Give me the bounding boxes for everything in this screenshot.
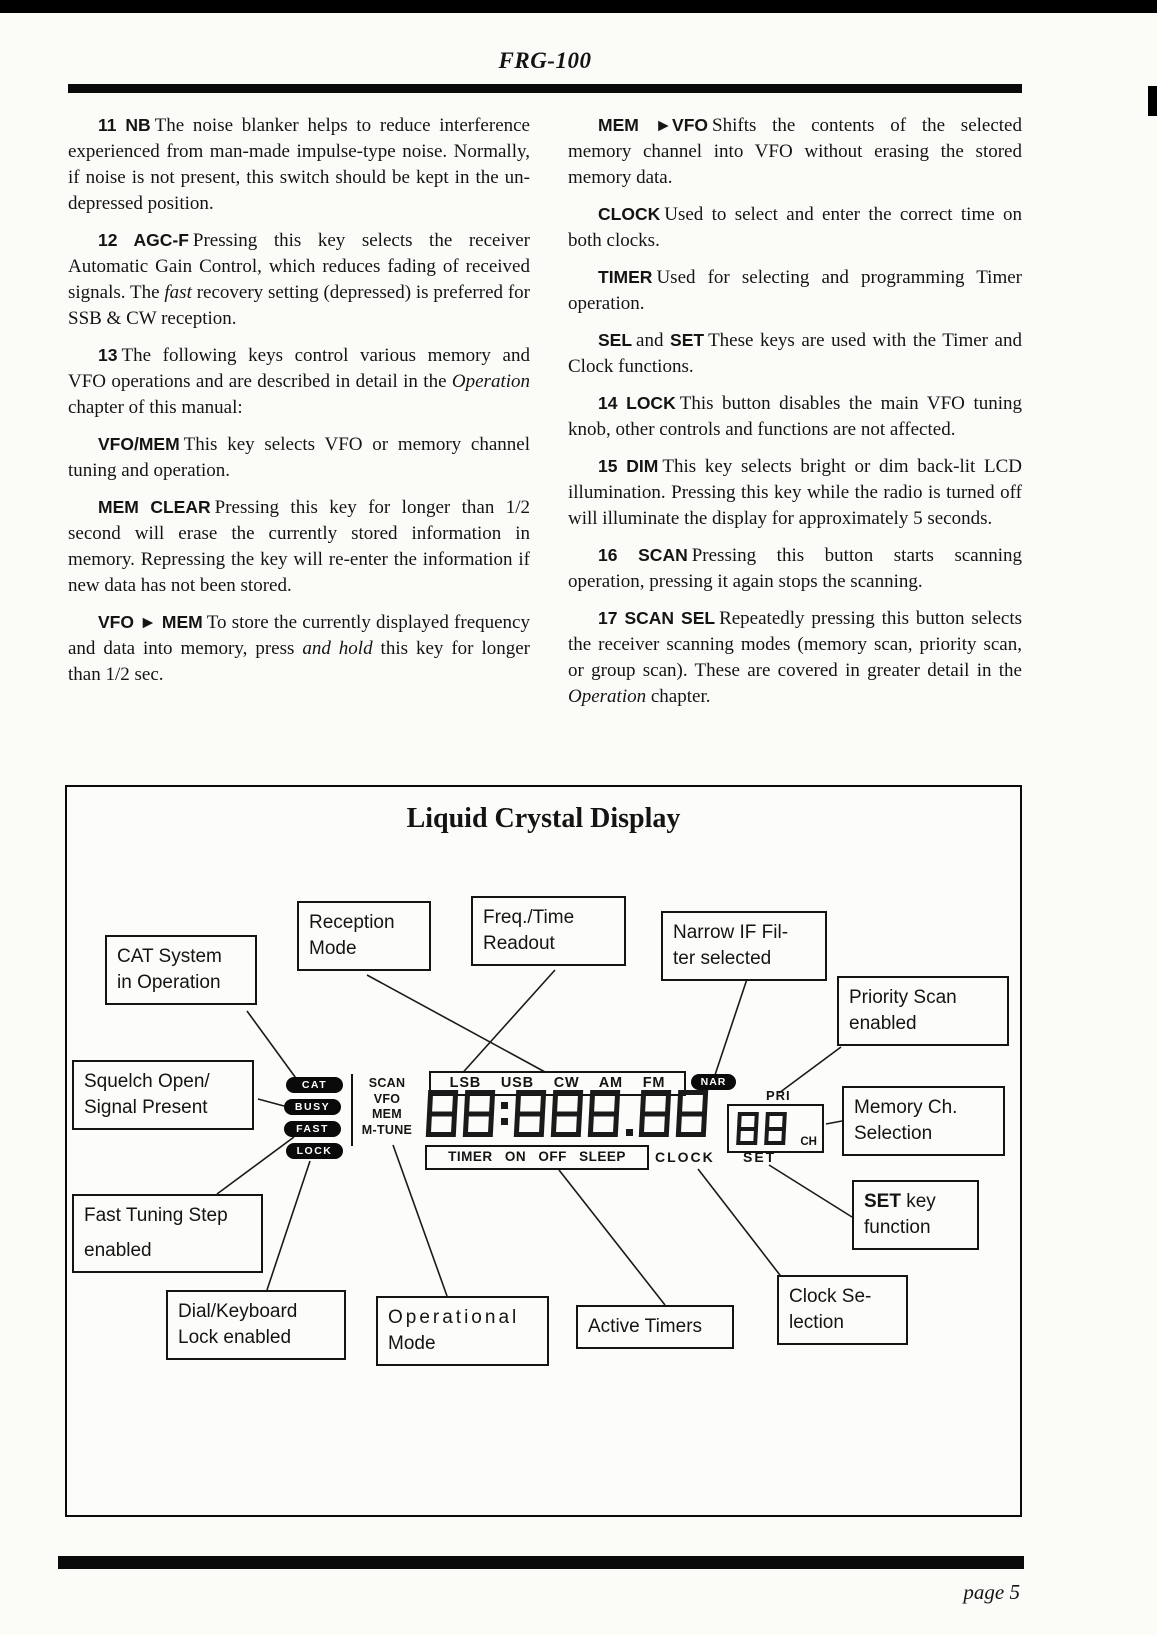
body-text: This button disables the main VFO tuning knob, other controls and functions are not affected.	[568, 393, 1023, 440]
seg-char	[626, 1129, 633, 1136]
callout-freq-time-readout	[471, 896, 626, 966]
callout-memory-ch-selection	[842, 1086, 1005, 1156]
scan-artifact-top	[0, 0, 1157, 13]
callout-text: Freq./Time	[483, 907, 575, 928]
body-text: Pressing this key selects the receiver Automatic Gain Control, which reduces fading of received signals. The	[68, 230, 530, 303]
callout-text: CAT System	[117, 946, 222, 967]
callout-narrow-if-filter	[661, 911, 827, 981]
keyword-label: SEL	[598, 330, 633, 350]
lcd-scan-label: SCAN	[368, 1076, 406, 1090]
keyword-label: TIMER	[598, 267, 653, 287]
keyword-label: 11 NB	[98, 115, 151, 135]
lcd-figure	[65, 785, 1022, 1517]
lcd-mem-label: MEM	[371, 1107, 403, 1121]
callout-text: Squelch Open/	[84, 1071, 210, 1092]
body-text: recovery setting (depressed) is preferred for SSB & CW reception.	[68, 282, 530, 329]
callout-operational-mode	[376, 1296, 549, 1366]
body-text: chapter of this manual:	[68, 397, 243, 418]
right-column	[568, 112, 1022, 720]
paragraph	[568, 542, 1022, 595]
callout-text: Mode	[388, 1333, 436, 1354]
body-text: and	[636, 330, 671, 351]
callout-text: SET key	[864, 1191, 936, 1212]
callout-active-timers	[576, 1305, 734, 1349]
callout-text: ter selected	[673, 948, 772, 969]
callout-reception-mode	[297, 901, 431, 971]
seg-char	[514, 1090, 546, 1137]
lcd-set-label: SET	[743, 1149, 777, 1165]
callout-text: Signal Present	[84, 1097, 208, 1118]
page-number: page 5	[963, 1580, 1020, 1604]
callout-text: Lock enabled	[178, 1327, 292, 1348]
callout-text: function	[864, 1217, 931, 1238]
callout-priority-scan	[837, 976, 1009, 1046]
lcd-main-digits	[427, 1090, 707, 1137]
lcd-flag-cat-badge: CAT	[286, 1077, 343, 1093]
paragraph	[68, 342, 530, 421]
seg-char	[463, 1090, 495, 1137]
callout-text: Clock Se-	[789, 1286, 872, 1307]
keyword-label: MEM CLEAR	[98, 497, 211, 517]
callout-cat-system	[105, 935, 257, 1005]
callout-text: Dial/Keyboard	[178, 1301, 298, 1322]
lcd-pri-label: PRI	[766, 1088, 791, 1103]
callout-set-key-function	[852, 1180, 979, 1250]
body-text: Operation	[451, 371, 530, 392]
body-text: Operation	[568, 686, 647, 707]
left-column	[68, 112, 530, 698]
paragraph	[568, 453, 1022, 532]
seg-char	[501, 1090, 508, 1137]
body-text: These keys are used with the Timer and Clock functions.	[568, 330, 1022, 377]
lcd-clock-label: CLOCK	[655, 1149, 715, 1165]
callout-text: in Operation	[117, 972, 221, 993]
paragraph	[568, 112, 1022, 191]
paragraph	[568, 390, 1022, 443]
seg-char	[426, 1090, 458, 1137]
callout-fast-tuning-step	[72, 1194, 263, 1273]
header-rule	[68, 84, 1022, 93]
callout-text: Reception	[309, 912, 395, 933]
callout-text: enabled	[849, 1013, 917, 1034]
callout-text: lection	[789, 1312, 844, 1333]
body-text: This key selects VFO or memory channel tuning and operation.	[68, 434, 530, 481]
lcd-memory-digits	[737, 1112, 786, 1145]
seg-char	[764, 1112, 787, 1145]
body-text: Pressing this button starts scanning operation, pressing it again stops the scanning.	[568, 545, 1022, 592]
body-text: The following keys control various memory and VFO operations and are described in detail in the	[68, 345, 530, 392]
keyword-label: CLOCK	[598, 204, 661, 224]
paragraph	[568, 201, 1022, 254]
seg-char	[639, 1090, 671, 1137]
footer-rule	[58, 1556, 1024, 1569]
page-title: FRG-100	[498, 48, 592, 73]
lcd-flag-fast-badge: FAST	[284, 1121, 341, 1137]
body-text: this key for longer than 1/2 sec.	[68, 638, 530, 685]
lcd-divider-line	[351, 1074, 353, 1146]
body-text: fast	[164, 282, 192, 303]
paragraph	[68, 431, 530, 484]
callout-text: Fast Tuning Step	[84, 1205, 228, 1226]
keyword-label: 14 LOCK	[598, 393, 676, 413]
callout-squelch-open	[72, 1060, 254, 1130]
keyword-label: VFO/MEM	[98, 434, 180, 454]
body-text: Repeatedly pressing this button selects the receiver scanning modes (memory scan, priority scan, or group scan). These are covered in greater detail in the	[568, 608, 1022, 681]
keyword-label: VFO ► MEM	[98, 612, 203, 632]
body-text: The noise blanker helps to reduce interference experienced from man-made impulse-type noise. Normally, if noise is not present, this switch should be kept in the un-depressed position.	[68, 115, 530, 214]
body-text: chapter.	[646, 686, 711, 707]
lcd-timer-box: TIMER ON OFF SLEEP	[425, 1145, 649, 1170]
paragraph	[68, 227, 530, 332]
callout-text: Priority Scan	[849, 987, 957, 1008]
paragraph	[68, 494, 530, 599]
lcd-mode-box: LSB USB CW AM FM	[429, 1071, 686, 1096]
lcd-memory-channel-box	[727, 1104, 824, 1153]
keyword-label: 12 AGC-F	[98, 230, 189, 250]
keyword-label: SET	[670, 330, 705, 350]
seg-char	[736, 1112, 759, 1145]
callout-text: Narrow IF Fil-	[673, 922, 789, 943]
body-text: Used for selecting and programming Timer operation.	[568, 267, 1022, 314]
callout-dial-keyboard-lock	[166, 1290, 346, 1360]
keyword-label: 17 SCAN SEL	[598, 608, 716, 628]
seg-char	[588, 1090, 620, 1137]
seg-char	[676, 1090, 708, 1137]
callout-text: Operational	[388, 1307, 520, 1328]
lcd-flag-lock-badge: LOCK	[286, 1143, 343, 1159]
paragraph	[568, 605, 1022, 710]
callout-text: enabled	[84, 1240, 152, 1261]
body-text: Pressing this key for longer than 1/2 second will erase the currently stored information in memory. Repressing the key will re-enter the information if new data has not been stored.	[68, 497, 530, 596]
keyword-label: 13	[98, 345, 118, 365]
lcd-scan-column	[355, 1076, 419, 1138]
callout-clock-selection	[777, 1275, 908, 1345]
lcd-nar-badge: NAR	[691, 1074, 736, 1090]
keyword-label: 16 SCAN	[598, 545, 688, 565]
body-text: Shifts the contents of the selected memory channel into VFO without erasing the stored memory data.	[568, 115, 1022, 188]
lcd-flag-busy-badge: BUSY	[284, 1099, 341, 1115]
body-text: To store the currently displayed frequency and data into memory, press	[68, 612, 530, 659]
callout-text: Memory Ch.	[854, 1097, 958, 1118]
paragraph	[568, 264, 1022, 317]
lcd-mtune-label: M-TUNE	[361, 1122, 413, 1137]
lcd-vfo-label: VFO	[373, 1091, 401, 1106]
keyword-label: 15 DIM	[598, 456, 659, 476]
callout-text: Selection	[854, 1123, 933, 1144]
body-text: and hold	[302, 638, 373, 659]
callout-text: Active Timers	[588, 1316, 703, 1337]
lcd-ch-label: CH	[800, 1136, 817, 1148]
keyword-label: MEM ►VFO	[598, 115, 709, 135]
body-text: This key selects bright or dim back-lit LCD illumination. Pressing this key while the radio is turned off will illuminate the display for approximately 5 seconds.	[568, 456, 1023, 529]
callout-text: Mode	[309, 938, 357, 959]
paragraph	[68, 609, 530, 688]
paragraph	[568, 327, 1022, 380]
figure-title: Liquid Crystal Display	[406, 803, 681, 834]
body-text: Used to select and enter the correct time on both clocks.	[568, 204, 1022, 251]
seg-char	[551, 1090, 583, 1137]
paragraph	[68, 112, 530, 217]
callout-text: Readout	[483, 933, 555, 954]
scan-artifact-right	[1148, 86, 1157, 116]
